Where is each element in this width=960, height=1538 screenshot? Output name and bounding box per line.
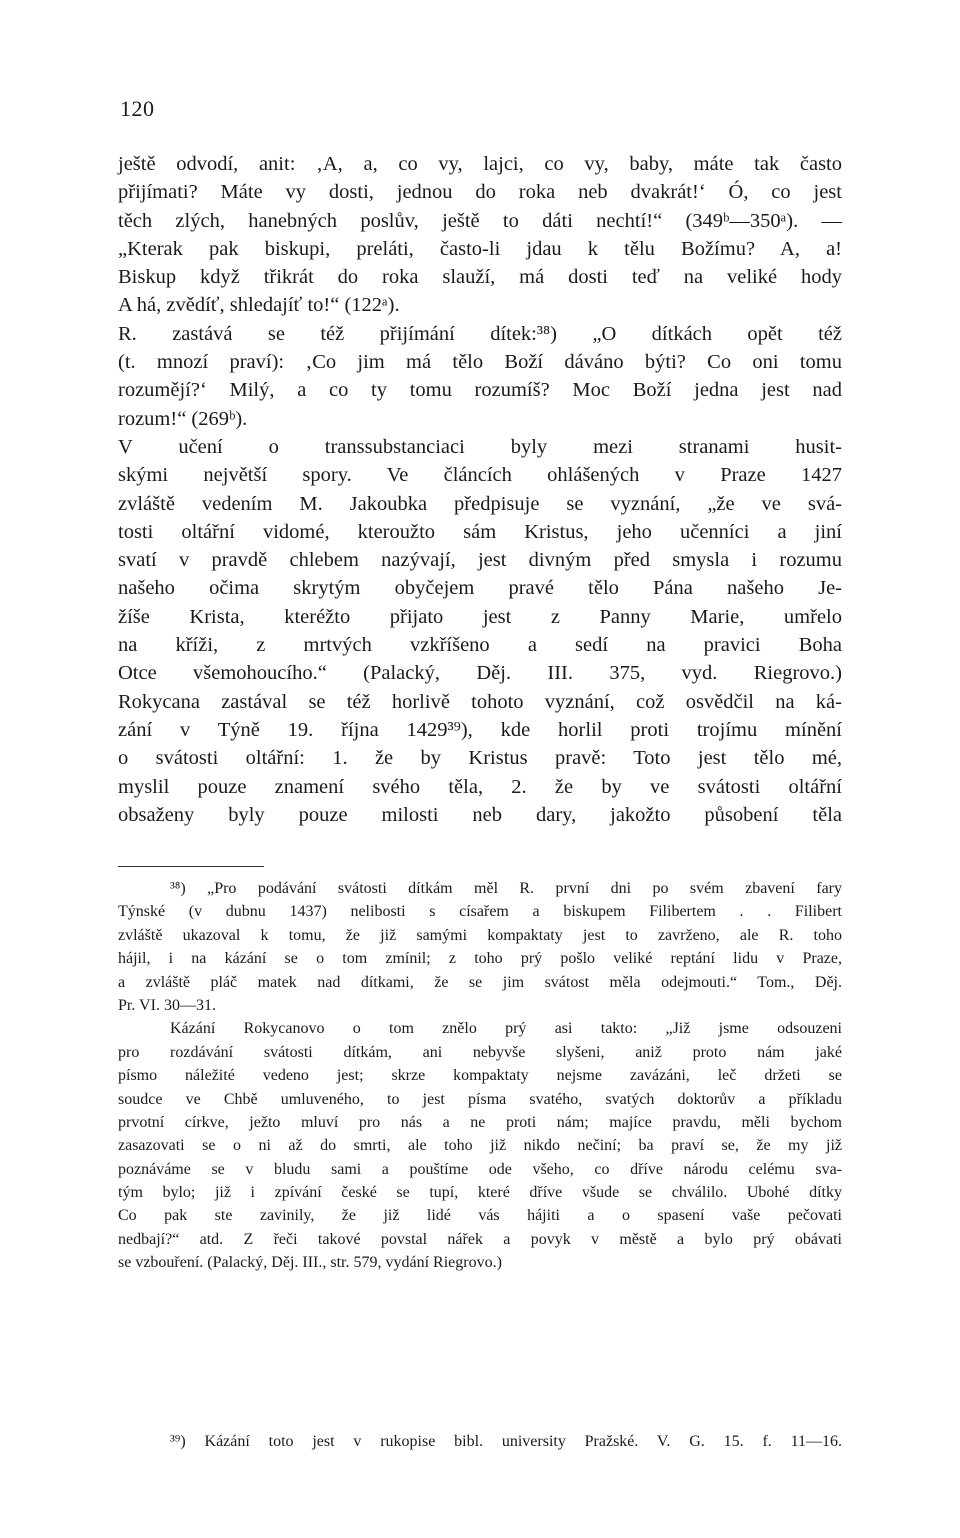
body-line: myslil pouze znamení svého těla, 2. že by ve svátosti oltářní — [118, 775, 842, 798]
body-line: rozumějí?‘ Milý, a co ty tomu rozumíš? Moc Boží jedna jest nad — [118, 379, 842, 402]
main-text — [118, 150, 842, 829]
body-line: našeho očima skrytým obyčejem pravé tělo Pána našeho Je- — [118, 577, 842, 600]
body-line: žíše Krista, kteréžto přijato jest z Panny Marie, umřelo — [118, 605, 842, 628]
body-line: obsaženy byly pouze milosti neb dary, jakožto působení těla — [118, 803, 842, 826]
body-line: zání v Týně 19. října 1429³⁹), kde horlil proti trojímu mínění — [118, 718, 842, 741]
body-line: Rokycana zastával se též horlivě tohoto vyznání, což osvědčil na ká- — [118, 690, 842, 713]
body-line: na kříži, z mrtvých vzkříšeno a sedí na pravici Boha — [118, 634, 842, 657]
footnote-line: ³⁸) „Pro podávání svátosti dítkám měl R. první dni po svém zbavení fary — [170, 880, 842, 897]
body-line: (t. mnozí praví): ‚Co jim má tělo Boží dáváno býti? Co oni tomu — [118, 351, 842, 374]
body-line: ještě odvodí, anit: ‚A, a, co vy, lajci, co vy, baby, máte tak často — [118, 153, 842, 175]
body-line: „Kterak pak biskupi, preláti, často-li jdau k tělu Božímu? A, a! — [118, 237, 842, 260]
footnote-separator — [118, 866, 264, 867]
footnote-line: tým bylo; již i zpívání české se tupí, které dříve všude se chválilo. Ubohé dítky — [118, 1184, 842, 1202]
footnote-line: hájil, i na kázání se o tom zmínil; z toho prý pošlo veliké reptání lidu v Praze, — [118, 950, 842, 968]
footnote-line: pro rozdávání svátosti dítkám, ani nebyvše slyšeni, aniž proto nám jaké — [118, 1043, 842, 1061]
footnote-line: Pr. VI. 30—31. — [118, 996, 216, 1014]
footnote-38 — [118, 877, 842, 1275]
body-line: o svátosti oltářní: 1. že by Kristus pravě: Toto jest tělo mé, — [118, 747, 842, 770]
footnote-line: se vzbouření. (Palacký, Děj. III., str. 579, vydání Riegrovo.) — [118, 1254, 502, 1272]
body-line: svatí v pravdě chlebem nazývají, jest divným před smysla i rozumu — [118, 549, 842, 572]
footnote-line: Co pak ste zavinily, že již lidé vás hájiti a o spasení vaše pečovati — [118, 1207, 842, 1225]
body-line: rozum!“ (269ᵇ). — [118, 407, 248, 430]
footnote-line: zvláště ukazoval k tomu, že již samými kompaktaty jest to zavrženo, ale R. toho — [118, 926, 842, 944]
footnote-line: ³⁹) Kázání toto jest v rukopise bibl. university Pražské. V. G. 15. f. 11—16. — [170, 1433, 842, 1450]
footnote-line: nedbají?“ atd. Z řeči takové povstal nářek a povyk v městě a bylo prý obávati — [118, 1230, 842, 1248]
footnote-line: písmo náležité vedeno jest; skrze kompaktaty nejsme zavázáni, leč držeti se — [118, 1067, 842, 1085]
footnote-39 — [118, 1430, 842, 1453]
footnote-line: Kázání Rokycanovo o tom znělo prý asi takto: „Již jsme odsouzeni — [170, 1020, 842, 1038]
body-line: V učení o transsubstanciaci byly mezi stranami husit- — [118, 435, 842, 458]
footnote-line: prvotní církve, ježto mluví pro nás a ne proti nám; majíce pravdu, měli bychom — [118, 1113, 842, 1131]
body-line: těch zlých, hanebných poslův, ještě to dáti nechtí!“ (349ᵇ—350ᵃ). — — [118, 209, 842, 232]
body-line: skými největší spory. Ve článcích ohlášených v Praze 1427 — [118, 464, 842, 487]
page-number: 120 — [120, 96, 155, 121]
body-line: R. zastává se též přijímání dítek:³⁸) „O dítkách opět též — [118, 322, 842, 345]
body-line: Otce všemohoucího.“ (Palacký, Děj. III. 375, vyd. Riegrovo.) — [118, 662, 842, 685]
body-line: zvláště vedením M. Jakoubka předpisuje se vyznání, „že ve svá- — [118, 492, 842, 515]
body-line: přijímati? Máte vy dosti, jednou do roka neb dvakrát!‘ Ó, co jest — [118, 181, 842, 204]
body-line: tosti oltářní vidomé, kteroužto sám Kristus, jeho učenníci a jiní — [118, 520, 842, 543]
body-line: A há, zvědíť, shledajíť to!“ (122ᵃ). — [118, 294, 400, 317]
footnote-line: soudce ve Chbě umluveného, to jest písma svatého, svatých doktorův a příkladu — [118, 1090, 842, 1108]
body-line: Biskup když třikrát do roka slauží, má dosti teď na veliké hody — [118, 266, 842, 289]
footnote-line: poznáváme se v bludu sami a pouštíme ode všeho, co dříve národu celému sva- — [118, 1160, 842, 1178]
footnote-line: Týnské (v dubnu 1437) nelibosti s císařem a biskupem Filibertem . . Filibert — [118, 903, 842, 921]
footnote-line: a zvláště pláč matek nad dítkami, že se jim svátost měla odejmouti.“ Tom., Děj. — [118, 973, 842, 991]
footnote-line: zasazovati se o ni až do smrti, ale toho již nikdo nečiní; ba praví se, že my již — [118, 1137, 842, 1155]
